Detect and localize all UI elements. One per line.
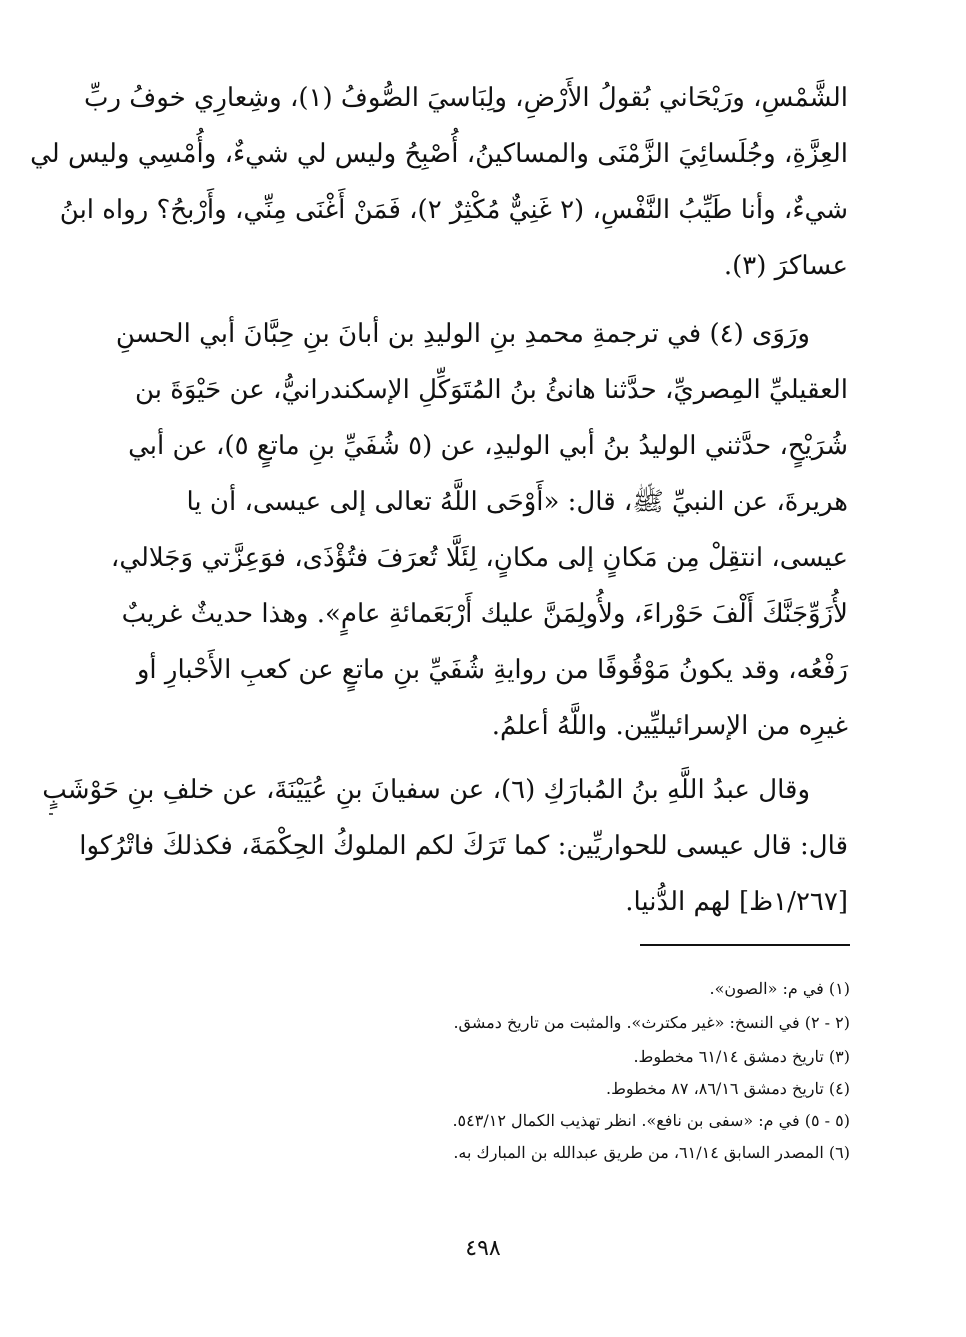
footnote: (٢ - ٢) في النسخ: «غير مكترث». والمثبت من تاريخ دمشق. — [453, 1013, 850, 1032]
text-line: شيءٌ، وأنا طَيِّبُ النَّفْسِ، (٢ غَنِيٌّ مُكْثِرٌ ٢)، فَمَنْ أَغْنَى مِنِّي، وأَرْبحُ؟ رواه ابنُ — [59, 195, 848, 225]
text-line: وقال عبدُ اللَّهِ بنُ المُبارَكِ (٦)، عن سفيانَ بنِ عُيَيْنَةَ، عن خلفِ بنِ حَوْشَبٍ — [42, 775, 810, 805]
scan-speck — [49, 813, 53, 815]
footnote-separator — [640, 944, 850, 946]
footnote: (١) في م: «الصون». — [709, 979, 850, 998]
footnote: (٣) تاريخ دمشق ٦١/١٤ مخطوط. — [633, 1047, 850, 1066]
text-line: ورَوَى (٤) في ترجمةِ محمدِ بنِ الوليدِ بن أبانَ بنِ حِبَّانَ أبي الحسنِ — [115, 319, 810, 349]
text-line: قال: قال عيسى للحواريِّين: كما تَرَكَ لكم الملوكُ الحِكْمَةَ، فكذلكَ فاتْرُكوا — [79, 831, 848, 861]
text-line: رَفْعُه، وقد يكونُ مَوْقُوفًا من روايةِ شُفَيِّ بنِ ماتعٍ عن كعبِ الأَحْبارِ أو — [136, 655, 848, 685]
text-line: عساكرَ (٣). — [723, 251, 848, 281]
text-line: العِزَّةِ، وجُلَسائِيَ الزَّمْنَى والمساكينُ، أُصْبِحُ وليس لي شيءٌ، وأُمْسِي وليس لي — [30, 139, 848, 169]
text-line: الشَّمْسِ، ورَيْحَاني بُقولُ الأَرْضِ، ولِبَاسيَ الصُّوفُ (١)، وشِعارِي خوفُ ربِّ — [83, 83, 848, 113]
footnote: (٦) المصدر السابق ٦١/١٤، من طريق عبدالله بن المبارك به. — [453, 1143, 850, 1162]
text-line: العقيليِّ المِصريِّ، حدَّثنا هانئُ بنُ المُتَوَكِّلِ الإسكندرانيُّ، عن حَيْوَةَ بن — [134, 375, 848, 405]
text-line: [١/٢٦٧ظ] لهم الدُّنيا. — [625, 887, 848, 917]
page-number: ٤٩٨ — [465, 1236, 501, 1261]
text-line: شُرَيْحٍ، حدَّثني الوليدُ بنُ أبي الوليدِ، عن (٥ شُفَيِّ بنِ ماتعٍ ٥)، عن أبي — [128, 431, 848, 461]
text-line: لأُزَوِّجَنَّكَ أَلْفَ حَوْراءَ، ولأُولِمَنَّ عليك أَرْبَعَمائةِ عامٍ». وهذا حديثٌ غريبٌ — [121, 599, 848, 629]
main-text — [30, 70, 848, 940]
footnote: (٤) تاريخ دمشق ٨٦/١٦، ٨٧ مخطوط. — [606, 1079, 850, 1098]
text-line: عيسى، انتقِلْ مِن مَكانٍ إلى مكانٍ، لِئَلَّا تُعرَفَ فتُؤْذَى، فوَعِزَّتي وَجَلالي، — [110, 543, 848, 573]
text-line: غيرِه من الإسرائيليِّين. واللَّهُ أعلمُ. — [491, 711, 848, 741]
text-line: هريرةَ، عن النبيِّ ﷺ، قال: «أَوْحَى اللَّهُ تعالى إلى عيسى، أن يا — [186, 487, 848, 517]
footnote: (٥ - ٥) في م: «سفى بن نافع». انظر تهذيب الكمال ٥٤٣/١٢. — [452, 1111, 850, 1130]
